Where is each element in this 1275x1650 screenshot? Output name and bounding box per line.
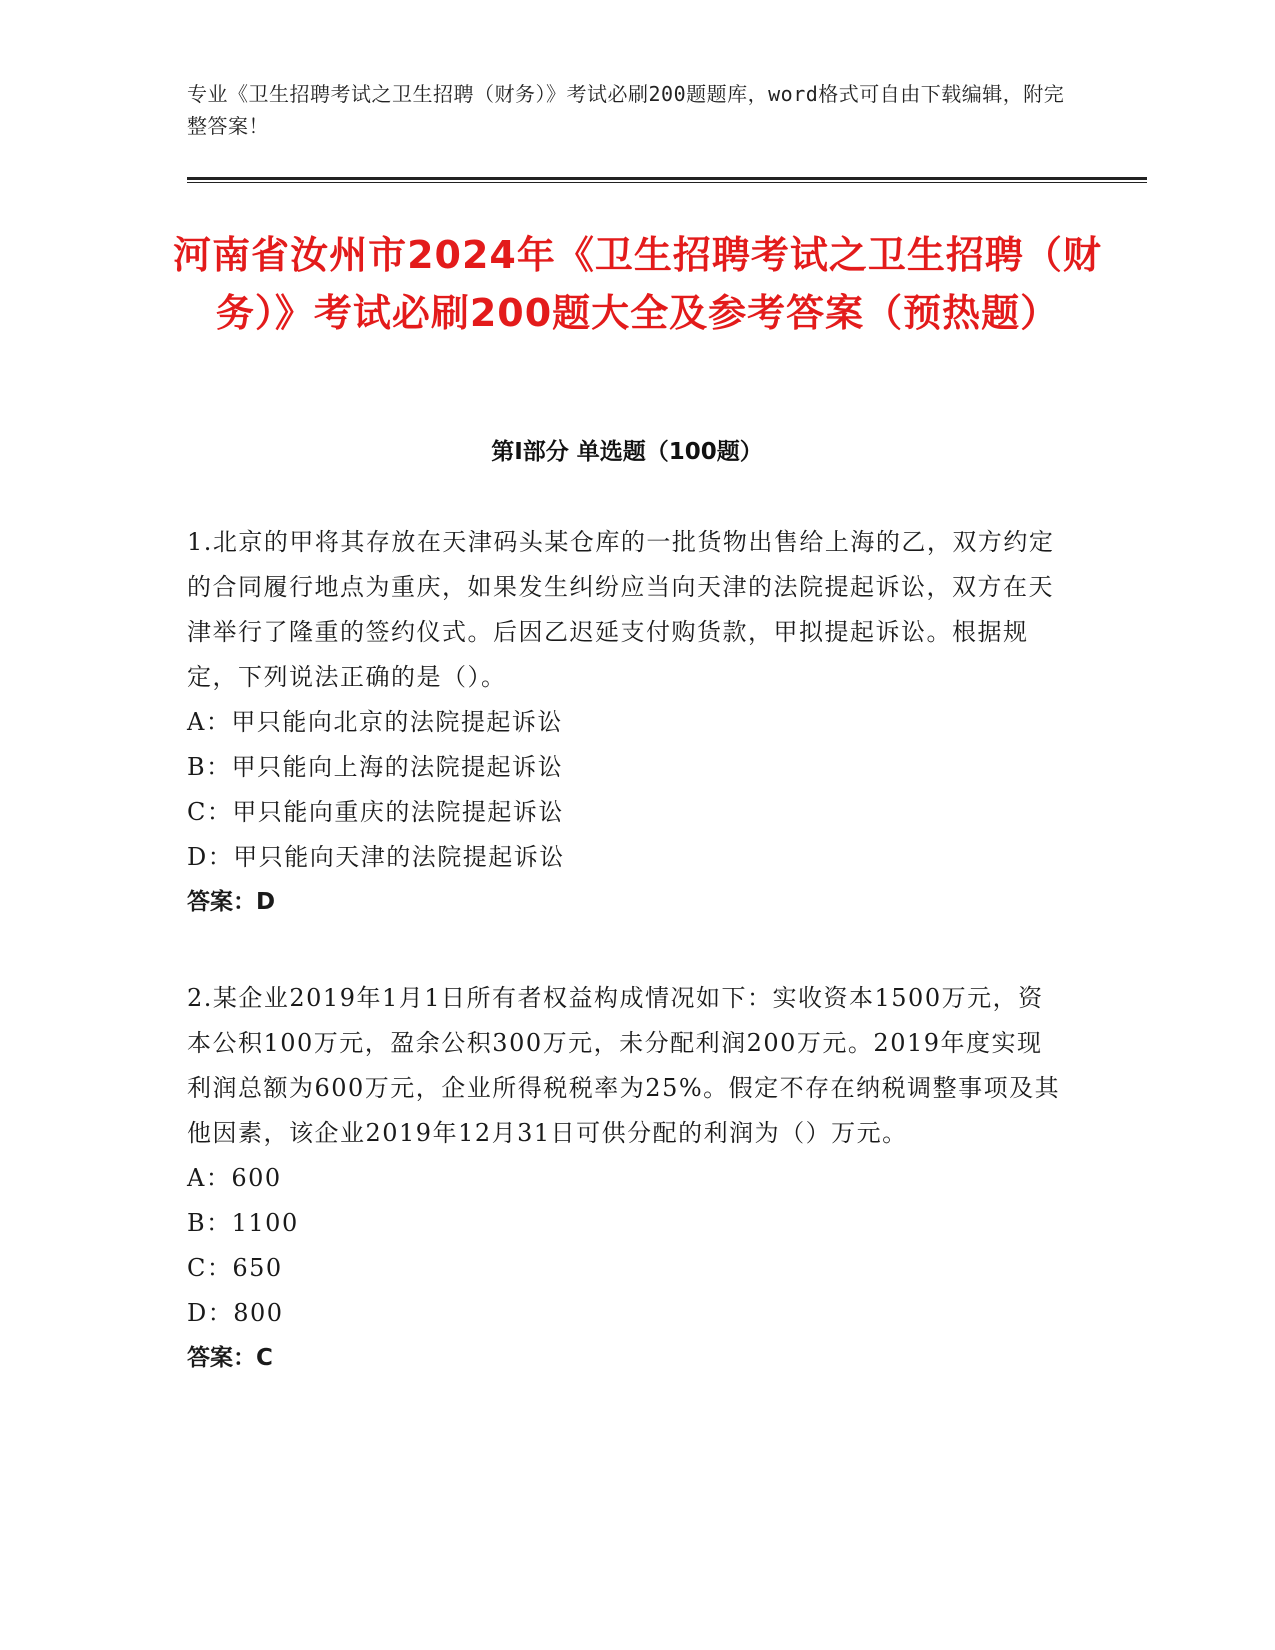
option-b: B：甲只能向上海的法院提起诉讼	[187, 753, 564, 781]
option-c: C：甲只能向重庆的法院提起诉讼	[187, 798, 564, 826]
answer-text: 答案：D	[187, 889, 276, 915]
option-d: D：甲只能向天津的法院提起诉讼	[187, 843, 565, 871]
document-title: 河南省汝州市2024年《卫生招聘考试之卫生招聘（财务）》考试必刷200题大全及参考答案（预热题）	[173, 233, 1102, 335]
header-note: 专业《卫生招聘考试之卫生招聘（财务）》考试必刷200题题库，word格式可自由下载编辑，附完整答案！	[187, 82, 1065, 138]
header-divider-thin	[187, 182, 1147, 183]
option-d: D：800	[187, 1299, 284, 1327]
question-stem: 2.某企业2019年1月1日所有者权益构成情况如下：实收资本1500万元，资本公积100万元，盈余公积300万元，未分配利润200万元。2019年度实现利润总额为600万元，企业所得税税率为25%。假定不存在纳税调整事项及其他因素，该企业2019年12月31日可供分配的利润为（）万元。	[187, 984, 1061, 1147]
option-a: A：甲只能向北京的法院提起诉讼	[187, 708, 563, 736]
question-stem: 1.北京的甲将其存放在天津码头某仓库的一批货物出售给上海的乙，双方约定的合同履行地点为重庆，如果发生纠纷应当向天津的法院提起诉讼，双方在天津举行了隆重的签约仪式。后因乙迟延支付购货款，甲拟提起诉讼。根据规定，下列说法正确的是（）。	[187, 528, 1055, 691]
option-a: A：600	[187, 1164, 282, 1192]
question-1	[187, 520, 1067, 925]
section-title: 第I部分 单选题（100题）	[491, 439, 763, 465]
question-2	[187, 976, 1067, 1381]
header-divider-thick	[187, 177, 1147, 180]
option-b: B：1100	[187, 1209, 299, 1237]
answer-text: 答案：C	[187, 1345, 273, 1371]
option-c: C：650	[187, 1254, 283, 1282]
